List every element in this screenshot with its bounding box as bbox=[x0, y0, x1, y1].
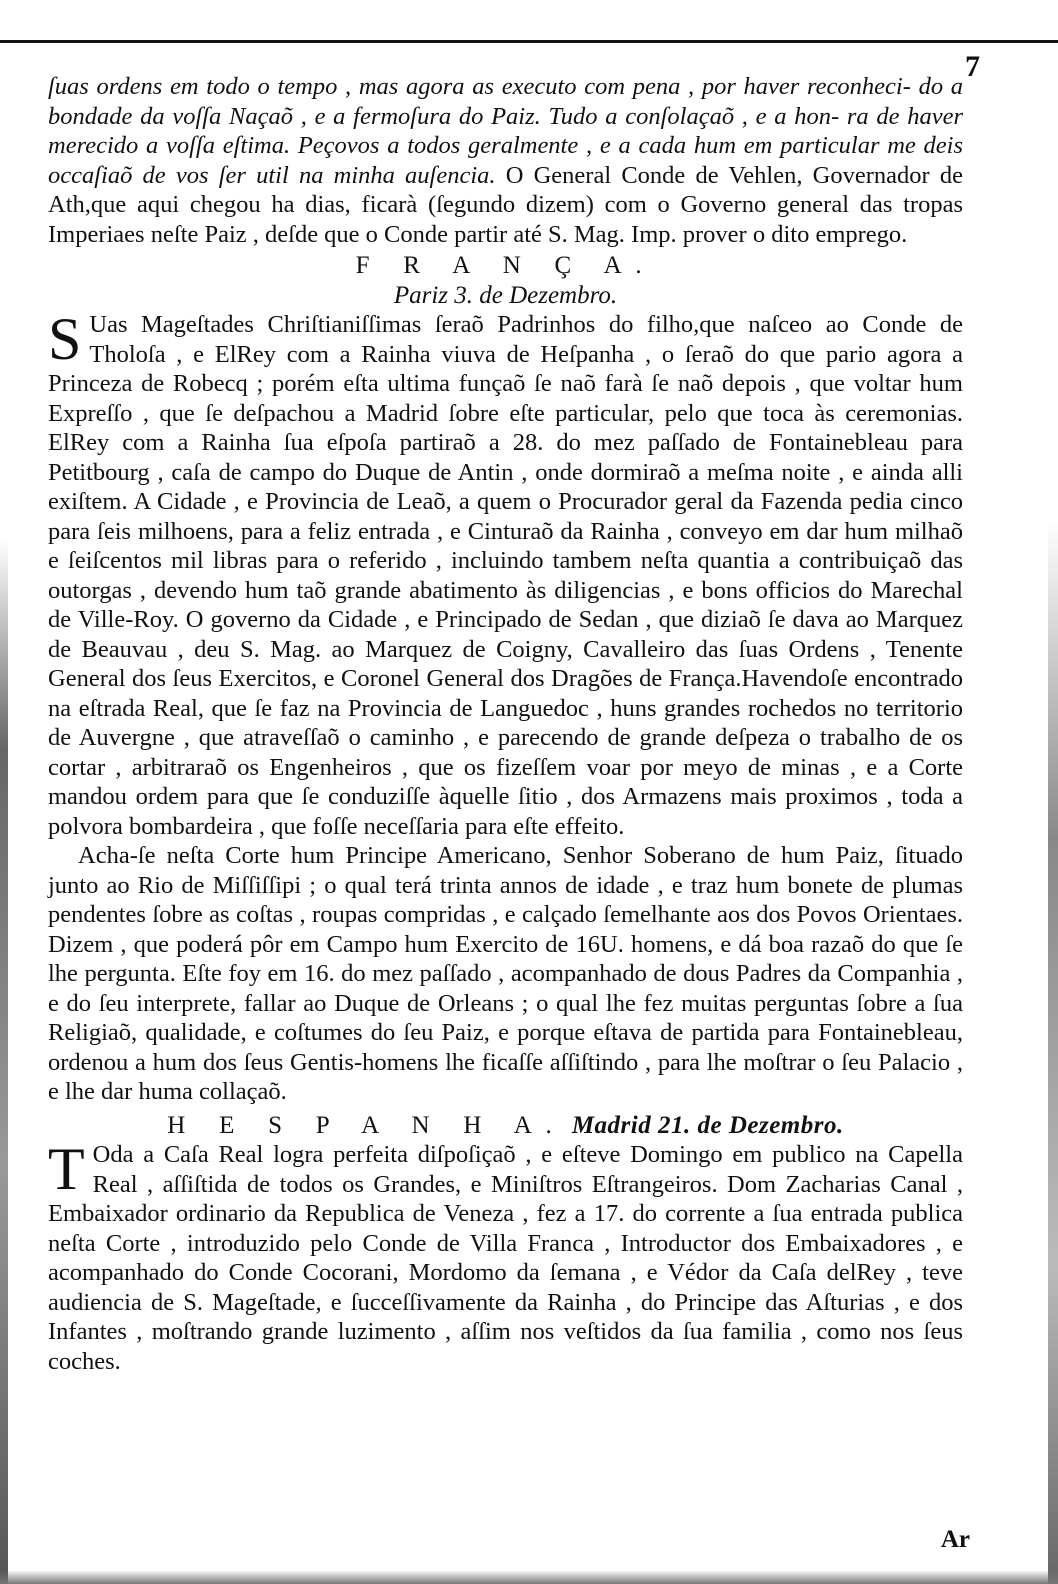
dateline-madrid: Madrid 21. de Dezembro. bbox=[571, 1111, 844, 1139]
dropcap-t: T bbox=[48, 1136, 85, 1202]
scan-bottom-edge bbox=[0, 1570, 1058, 1584]
dropcap-s: S bbox=[48, 306, 82, 372]
continuation-italic-line: do a bondade da voſſa Naçaõ , e a fermoſura do Paiz. Tudo a conſolaçaõ , e a hon- bbox=[48, 73, 964, 130]
continuation-italic-line: ſuas ordens em todo o tempo , mas agora as executo com pena , por haver reconheci- bbox=[48, 73, 911, 100]
france-paragraph-1-text: Uas Mageſtades Chriſtianiſſimas ſeraõ Padrinhos do filho,que naſceo ao Conde de Tholoſa , e ElRey com a Rainha viuva de Heſpanha , o ſeraõ do que pario agora a Princeza de Robecq ; porém eſta ultima funçaõ ſe naõ farà ſe naõ depois , que voltar hum Expreſſo , que ſe deſpachou a Madrid ſobre eſte particular, pelo que toca às ceremonias. ElRey com a Rainha ſua eſpoſa partiraõ a 28. do mez paſſado de Fontainebleau para Petitbourg , caſa de campo do Duque de Antin , onde dormiraõ a meſma noite , e ainda alli exiſtem. A Cidade , e Provincia de Leaõ, a quem o Procurador geral da Fazenda pedia cinco para ſeis milhoens, para a feliz entrada , e Cinturaõ da Rainha , conveyo em dar hum milhaõ e ſeiſcentos mil libras para o referido , incluindo tambem neſta quantia a contribuiçaõ das outorgas , devendo hum taõ grande abatimento às diligencias , e bons officios do Marechal de Ville-Roy. O governo da Cidade , e Principado de Sedan , que diziaõ ſe dava ao Marquez de Beauvau , deu S. Mag. ao Marquez de Coigny, Cavalleiro das ſuas Ordens , Tenente General dos ſeus Exercitos, e Coronel General dos Dragões de França.Havendoſe encontrado na eſtrada Real, que ſe faz na Provincia de Languedoc , huns grandes rochedos no territorio de Auvergne , que atraveſſaõ o caminho , e parecendo de grande deſpeza o trabalho de os cortar , arbitraraõ os Engenheiros , que os fizeſſem voar por meyo de minas , e a Corte mandou ordem para que ſe conduziſſe àquelle ſitio , dos Armazens mais proximos , toda a polvora bombardeira , que foſſe neceſſaria para eſte effeito. bbox=[48, 311, 963, 840]
dateline-paris: Pariz 3. de Dezembro. bbox=[393, 281, 618, 309]
france-paragraph-1 bbox=[48, 306, 963, 841]
article-body bbox=[48, 72, 963, 1376]
continuation-paragraph bbox=[48, 72, 963, 249]
top-rule bbox=[0, 40, 1058, 43]
continuation-italic-line: particular me deis occaſiaõ de vos ſer util na minha auſencia. bbox=[48, 132, 963, 189]
france-paragraph-2: Acha-ſe neſta Corte hum Principe Americano, Senhor Soberano de hum Paiz, ſituado junto ao Rio de Miſſiſſipi ; o qual terá trinta annos de idade , e traz hum bonete de plumas pendentes ſobre as coſtas , roupas compridas , e calçado ſemelhante aos dos Povos Orientaes. Dizem , que poderá pôr em Campo hum Exercito de 16U. homens, e dá boa razaõ do que ſe lhe pergunta. Eſte foy em 16. do mez paſſado , acompanhado de dous Padres da Companhia , e do ſeu interprete, fallar ao Duque de Orleans ; o qual lhe fez muitas perguntas ſobre a ſua Religiaõ, qualidade, e coſtumes do ſeu Paiz, e porque eſtava de partida para Fontainebleau, ordenou a hum dos ſeus Gentis-homens lhe ficaſſe aſſiſtindo , para lhe moſtrar o ſeu Palacio , e lhe dar huma collaçaõ. bbox=[48, 842, 963, 1105]
catchword: Ar bbox=[940, 1526, 970, 1553]
scan-right-edge bbox=[1048, 520, 1058, 1584]
section-heading-france: F R A N Ç A. bbox=[355, 252, 656, 279]
page-number: 7 bbox=[965, 50, 980, 83]
section-heading-spain bbox=[48, 1111, 963, 1141]
scan-left-edge bbox=[0, 540, 8, 1584]
continuation-italic-line: ra de haver merecido a voſſa eſtima. Peçovos a todos geralmente , e a cada hum em bbox=[48, 102, 963, 159]
spain-paragraph-1-text: Oda a Caſa Real logra perfeita diſpoſiçaõ , e eſteve Domingo em publico na Capella Real , aſſiſtida de todos os Grandes, e Miniſtros Eſtrangeiros. Dom Zacharias Canal , Embaixador ordinario da Republica de Veneza , fez a 17. do corrente a ſua entrada publica neſta Corte , introduzido pelo Conde de Villa Franca , Introductor dos Embaixadores , e acompanhado do Conde Cocorani, Mordomo da ſemana , e Védor da Caſa delRey , teve audiencia de S. Mageſtade, e ſucceſſivamente da Rainha , do Principe das Aſturias , e dos Infantes , moſtrando grande luzimento , aſſim nos veſtidos da ſua familia , como nos ſeus coches. bbox=[48, 1141, 963, 1375]
spain-paragraph-1 bbox=[48, 1136, 963, 1376]
spain-heading-title: H E S P A N H A. bbox=[167, 1111, 566, 1139]
continuation-roman-text: O General Conde de Vehlen, Governador de Ath,que aqui chegou ha dias, ficarà (ſegundo dizem) com o Governo general das tropas Imperiaes neſte Paiz , deſde que o Conde partir até S. Mag. Imp. prover o dito emprego. bbox=[48, 161, 963, 248]
